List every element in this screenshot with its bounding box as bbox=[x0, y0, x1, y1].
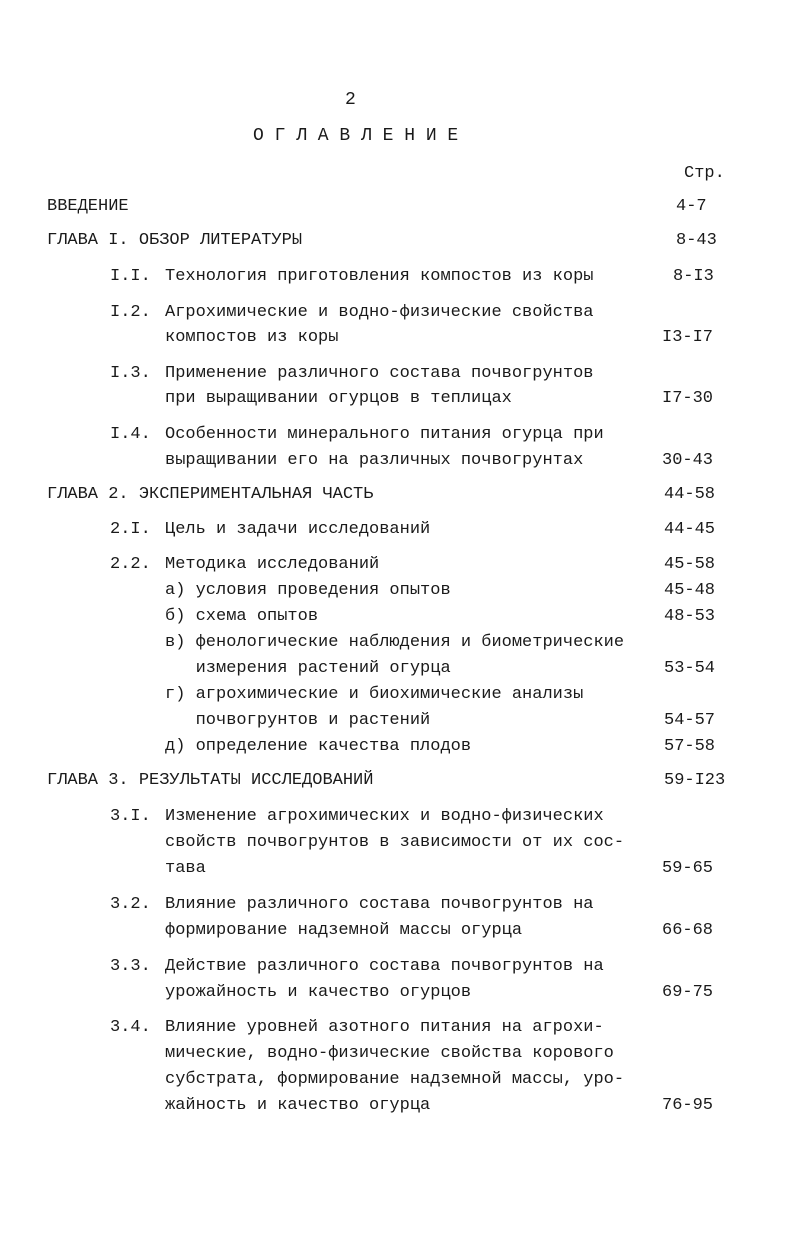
toc-subitem-line: измерения растений огурца bbox=[165, 659, 451, 678]
toc-chapter-1-pages: 8-43 bbox=[676, 231, 717, 250]
toc-section-number: 2.2. bbox=[110, 555, 151, 574]
toc-section-line: свойств почвогрунтов в зависимости от их сос- bbox=[165, 833, 625, 852]
toc-chapter-3: ГЛАВА 3. РЕЗУЛЬТАТЫ ИССЛЕДОВАНИЙ bbox=[47, 771, 374, 790]
toc-section-pages: I7-30 bbox=[662, 389, 714, 408]
toc-section-line: Влияние различного состава почвогрунтов на bbox=[165, 895, 594, 914]
page-title: О Г Л А В Л Е Н И Е bbox=[253, 126, 459, 146]
toc-section-number: 2.I. bbox=[110, 520, 151, 539]
toc-section-number: I.3. bbox=[110, 364, 151, 383]
toc-section-line: компостов из коры bbox=[165, 328, 339, 347]
toc-section-pages: 66-68 bbox=[662, 921, 714, 940]
toc-section-line: Влияние уровней азотного питания на агрохи- bbox=[165, 1018, 604, 1037]
toc-subitem-line: в) фенологические наблюдения и биометрические bbox=[165, 633, 625, 652]
toc-subitem-line: б) схема опытов bbox=[165, 607, 319, 626]
toc-section-pages: 8-I3 bbox=[673, 267, 714, 286]
toc-subitem-pages: 53-54 bbox=[664, 659, 716, 678]
page-number: 2 bbox=[345, 90, 356, 110]
toc-subitem-line: д) определение качества плодов bbox=[165, 737, 472, 756]
toc-section-line: Агрохимические и водно-физические свойства bbox=[165, 303, 594, 322]
toc-chapter-2: ГЛАВА 2. ЭКСПЕРИМЕНТАЛЬНАЯ ЧАСТЬ bbox=[47, 485, 374, 504]
toc-section-line: мические, водно-физические свойства корового bbox=[165, 1044, 614, 1063]
toc-section-line: жайность и качество огурца bbox=[165, 1096, 431, 1115]
toc-section-line: при выращивании огурцов в теплицах bbox=[165, 389, 512, 408]
toc-subitem-pages: 57-58 bbox=[664, 737, 716, 756]
toc-section-pages: 45-58 bbox=[664, 555, 716, 574]
toc-section-pages: 30-43 bbox=[662, 451, 714, 470]
toc-section-number: I.2. bbox=[110, 303, 151, 322]
toc-section-number: 3.I. bbox=[110, 807, 151, 826]
toc-section-line: Методика исследований bbox=[165, 555, 380, 574]
toc-intro: ВВЕДЕНИЕ bbox=[47, 197, 129, 216]
toc-subitem-pages: 48-53 bbox=[664, 607, 716, 626]
toc-section-pages: 44-45 bbox=[664, 520, 716, 539]
toc-section-pages: 59-65 bbox=[662, 859, 714, 878]
toc-section-number: 3.2. bbox=[110, 895, 151, 914]
toc-section-line: субстрата, формирование надземной массы, уро- bbox=[165, 1070, 625, 1089]
toc-subitem-pages: 54-57 bbox=[664, 711, 716, 730]
toc-section-pages: 76-95 bbox=[662, 1096, 714, 1115]
toc-section-line: Действие различного состава почвогрунтов на bbox=[165, 957, 604, 976]
pages-column-header: Стр. bbox=[684, 164, 725, 183]
toc-section-line: Особенности минерального питания огурца при bbox=[165, 425, 604, 444]
toc-intro-pages: 4-7 bbox=[676, 197, 707, 216]
toc-subitem-line: г) агрохимические и биохимические анализы bbox=[165, 685, 584, 704]
toc-section-pages: I3-I7 bbox=[662, 328, 714, 347]
toc-chapter-2-pages: 44-58 bbox=[664, 485, 716, 504]
toc-section-line: Изменение агрохимических и водно-физических bbox=[165, 807, 604, 826]
toc-subitem-pages: 45-48 bbox=[664, 581, 716, 600]
toc-chapter-3-pages: 59-I23 bbox=[664, 771, 726, 790]
toc-subitem-line: а) условия проведения опытов bbox=[165, 581, 451, 600]
toc-section-line: формирование надземной массы огурца bbox=[165, 921, 523, 940]
toc-section-number: I.4. bbox=[110, 425, 151, 444]
toc-section-line: Применение различного состава почвогрунтов bbox=[165, 364, 594, 383]
toc-section-pages: 69-75 bbox=[662, 983, 714, 1002]
toc-subitem-line: почвогрунтов и растений bbox=[165, 711, 431, 730]
toc-section-line: Цель и задачи исследований bbox=[165, 520, 431, 539]
toc-section-line: Технология приготовления компостов из коры bbox=[165, 267, 594, 286]
toc-section-line: урожайность и качество огурцов bbox=[165, 983, 472, 1002]
toc-chapter-1: ГЛАВА I. ОБЗОР ЛИТЕРАТУРЫ bbox=[47, 231, 303, 250]
toc-section-number: 3.3. bbox=[110, 957, 151, 976]
toc-section-line: выращивании его на различных почвогрунтах bbox=[165, 451, 584, 470]
toc-section-line: тава bbox=[165, 859, 206, 878]
toc-section-number: 3.4. bbox=[110, 1018, 151, 1037]
toc-section-number: I.I. bbox=[110, 267, 151, 286]
